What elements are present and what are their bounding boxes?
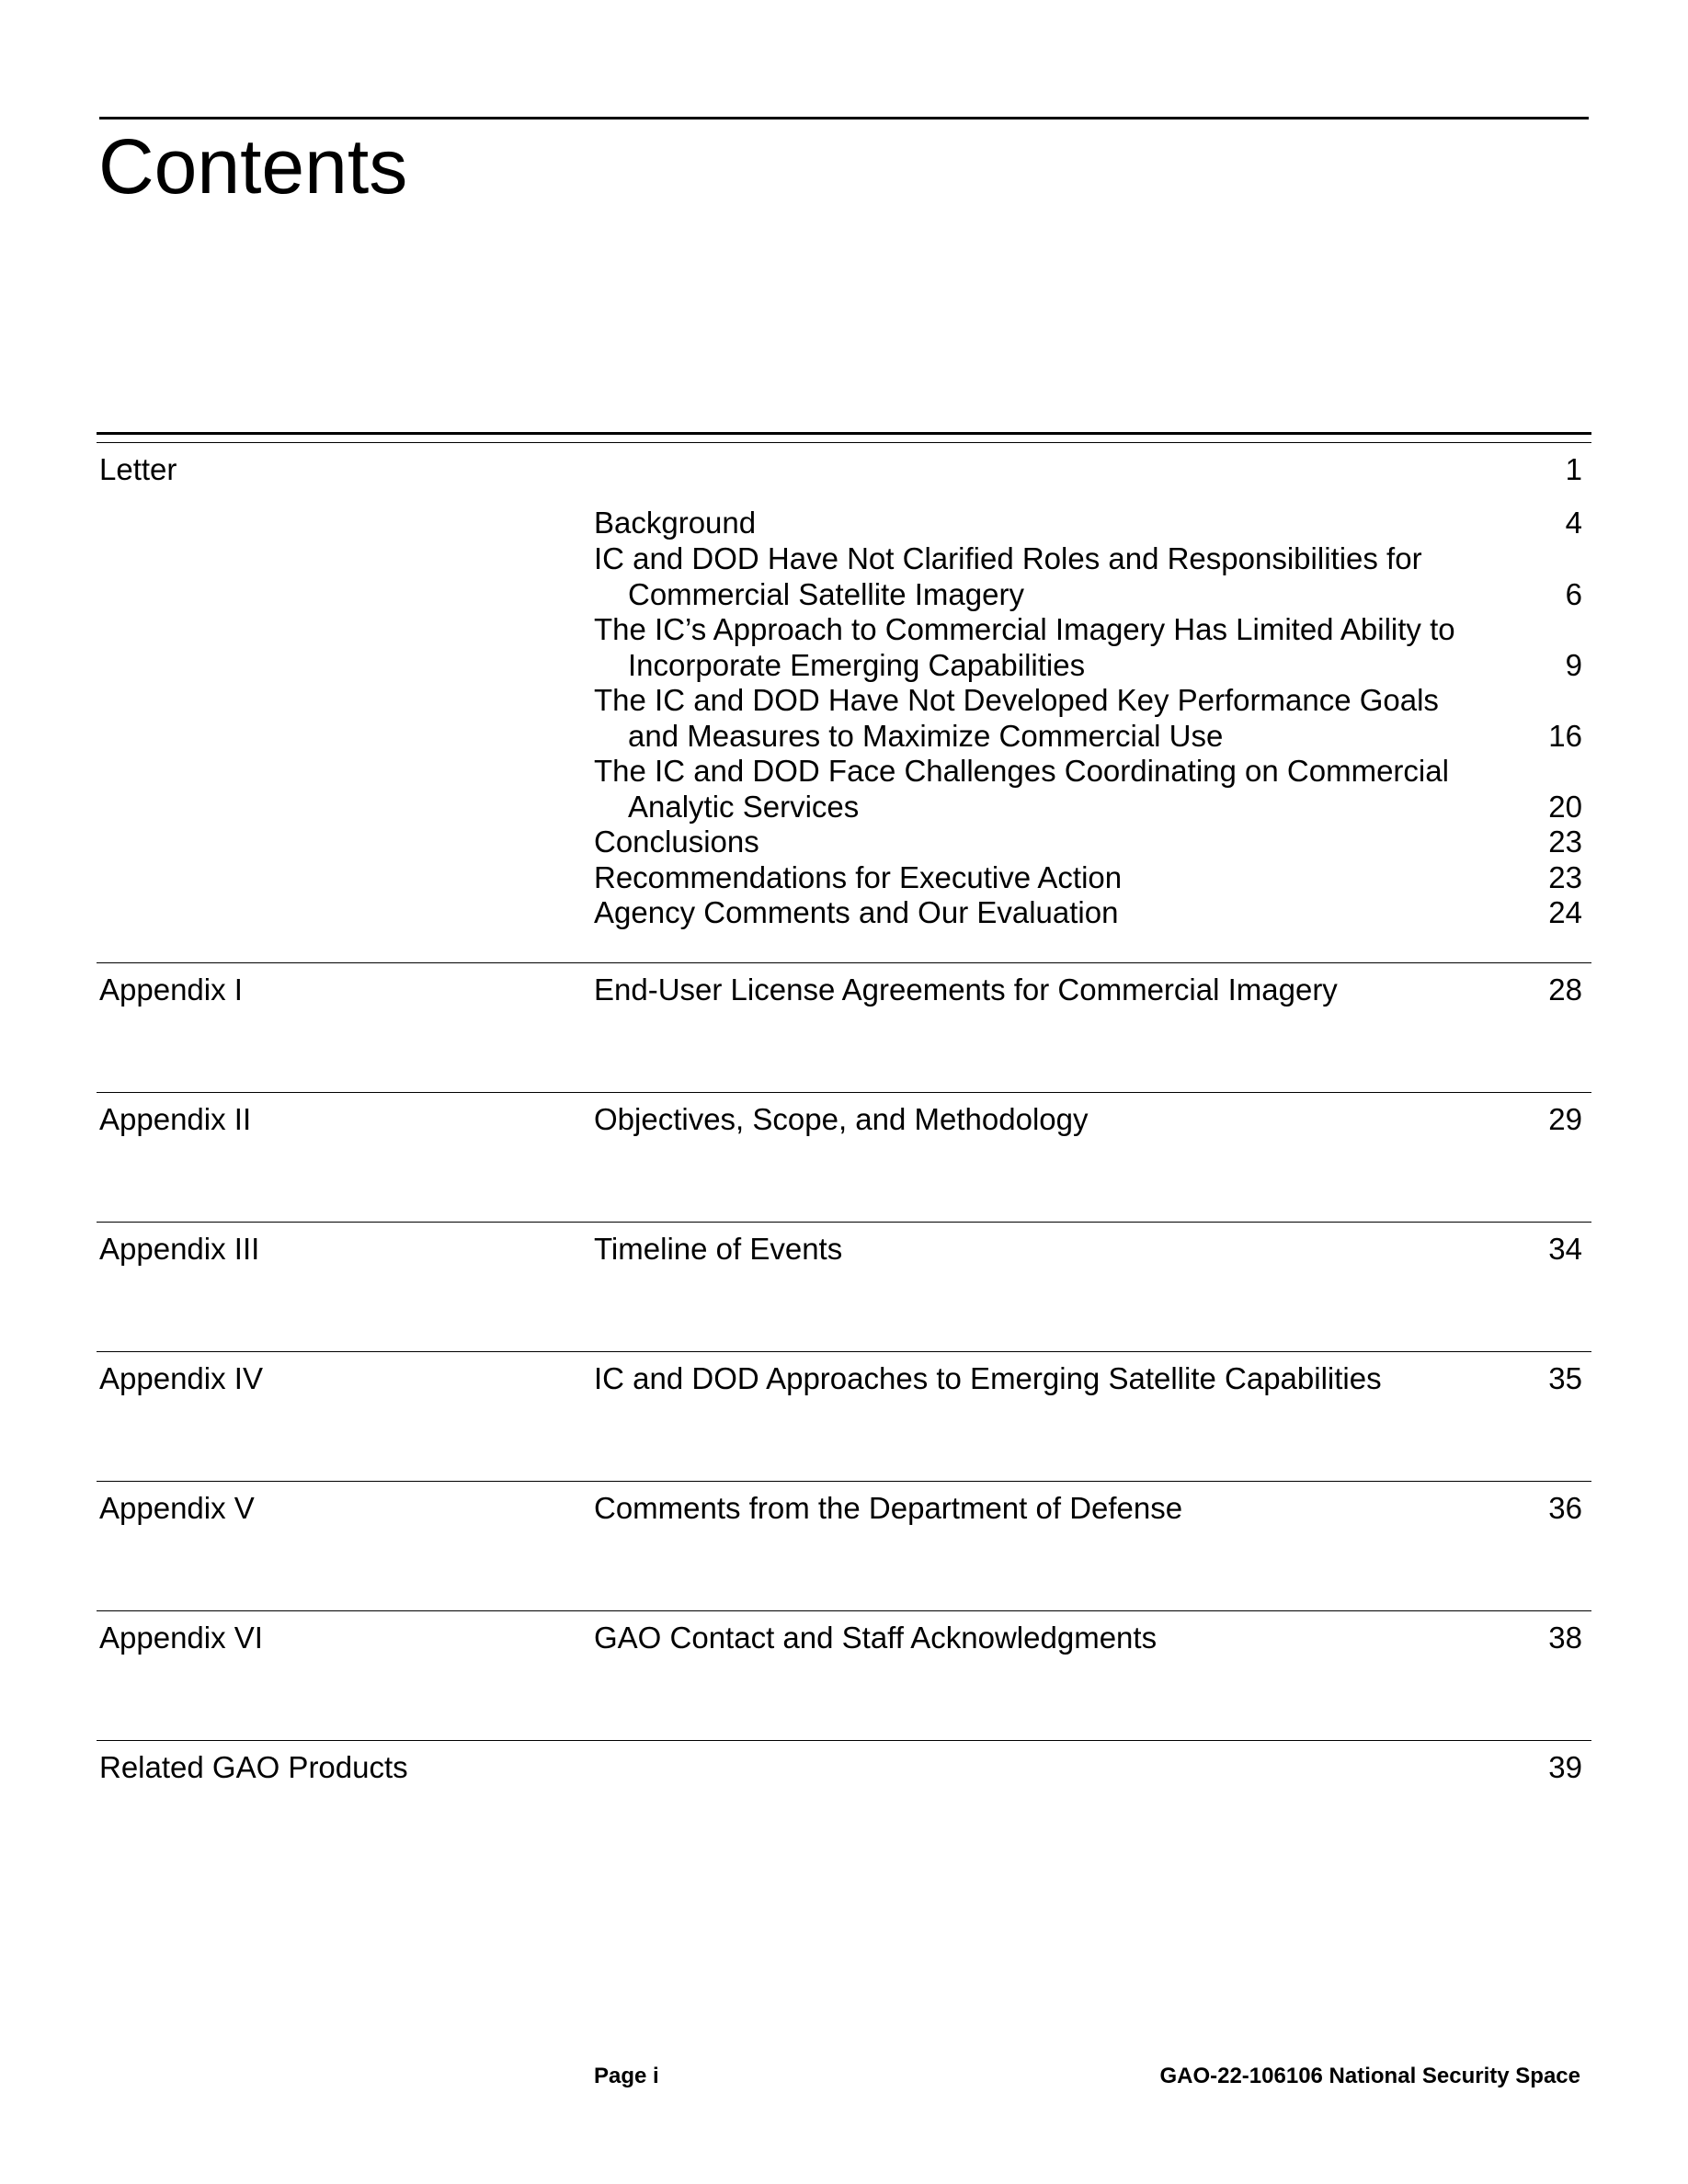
toc-divider bbox=[97, 1222, 1591, 1223]
appendix-title[interactable]: End-User License Agreements for Commercial Imagery bbox=[594, 973, 1338, 1007]
toc-section-title[interactable]: Agency Comments and Our Evaluation bbox=[594, 895, 1119, 929]
appendix-label[interactable]: Appendix VI bbox=[99, 1621, 263, 1655]
toc-section-title[interactable]: The IC’s Approach to Commercial Imagery Has Limited Ability to bbox=[594, 612, 1455, 646]
toc-divider bbox=[97, 1092, 1591, 1093]
toc-divider bbox=[97, 1481, 1591, 1482]
footer-report-id: GAO-22-106106 National Security Space bbox=[1159, 2064, 1580, 2088]
appendix-page: 34 bbox=[1548, 1232, 1582, 1266]
related-products-page: 39 bbox=[1548, 1750, 1582, 1784]
toc-divider bbox=[97, 1610, 1591, 1611]
toc-section-page: 16 bbox=[1548, 719, 1582, 753]
appendix-label[interactable]: Appendix IV bbox=[99, 1361, 263, 1395]
toc-section-page: 23 bbox=[1548, 825, 1582, 859]
toc-section-title[interactable]: The IC and DOD Face Challenges Coordinating on Commercial bbox=[594, 754, 1449, 788]
appendix-label[interactable]: Appendix III bbox=[99, 1232, 260, 1266]
appendix-title[interactable]: IC and DOD Approaches to Emerging Satellite Capabilities bbox=[594, 1361, 1382, 1395]
appendix-page: 38 bbox=[1548, 1621, 1582, 1655]
toc-section-title[interactable]: Recommendations for Executive Action bbox=[594, 860, 1123, 894]
toc-entry-letter-label[interactable]: Letter bbox=[99, 452, 177, 486]
toc-section-title[interactable]: Background bbox=[594, 506, 757, 540]
appendix-title[interactable]: GAO Contact and Staff Acknowledgments bbox=[594, 1621, 1158, 1655]
toc-section-title-cont[interactable]: Incorporate Emerging Capabilities bbox=[628, 648, 1086, 682]
toc-section-title-cont[interactable]: and Measures to Maximize Commercial Use bbox=[628, 719, 1224, 753]
toc-section-page: 20 bbox=[1548, 790, 1582, 824]
toc-section-title[interactable]: Conclusions bbox=[594, 825, 759, 859]
toc-section-page: 9 bbox=[1565, 648, 1582, 682]
toc-header-rule bbox=[97, 432, 1591, 435]
toc-section-title-cont[interactable]: Commercial Satellite Imagery bbox=[628, 577, 1024, 611]
toc-section-title[interactable]: The IC and DOD Have Not Developed Key Performance Goals bbox=[594, 683, 1439, 717]
appendix-label[interactable]: Appendix II bbox=[99, 1102, 252, 1136]
toc-section-title[interactable]: IC and DOD Have Not Clarified Roles and Responsibilities for bbox=[594, 541, 1422, 575]
toc-divider bbox=[97, 1740, 1591, 1741]
appendix-title[interactable]: Objectives, Scope, and Methodology bbox=[594, 1102, 1089, 1136]
appendix-title[interactable]: Comments from the Department of Defense bbox=[594, 1491, 1183, 1525]
footer-page-number: Page i bbox=[594, 2064, 659, 2088]
appendix-label[interactable]: Appendix I bbox=[99, 973, 243, 1007]
toc-section-title-cont[interactable]: Analytic Services bbox=[628, 790, 860, 824]
appendix-page: 29 bbox=[1548, 1102, 1582, 1136]
toc-section-page: 4 bbox=[1565, 506, 1582, 540]
appendix-title[interactable]: Timeline of Events bbox=[594, 1232, 843, 1266]
appendix-page: 35 bbox=[1548, 1361, 1582, 1395]
toc-section-page: 24 bbox=[1548, 895, 1582, 929]
toc-divider bbox=[97, 1351, 1591, 1352]
toc-entry-letter-page: 1 bbox=[1565, 452, 1582, 486]
appendix-label[interactable]: Appendix V bbox=[99, 1491, 255, 1525]
appendix-page: 36 bbox=[1548, 1491, 1582, 1525]
toc-divider bbox=[97, 962, 1591, 963]
toc-section-page: 6 bbox=[1565, 577, 1582, 611]
page-title: Contents bbox=[98, 123, 408, 210]
toc-section-page: 23 bbox=[1548, 860, 1582, 894]
related-products-label[interactable]: Related GAO Products bbox=[99, 1750, 408, 1784]
appendix-page: 28 bbox=[1548, 973, 1582, 1007]
toc-divider bbox=[97, 442, 1591, 443]
